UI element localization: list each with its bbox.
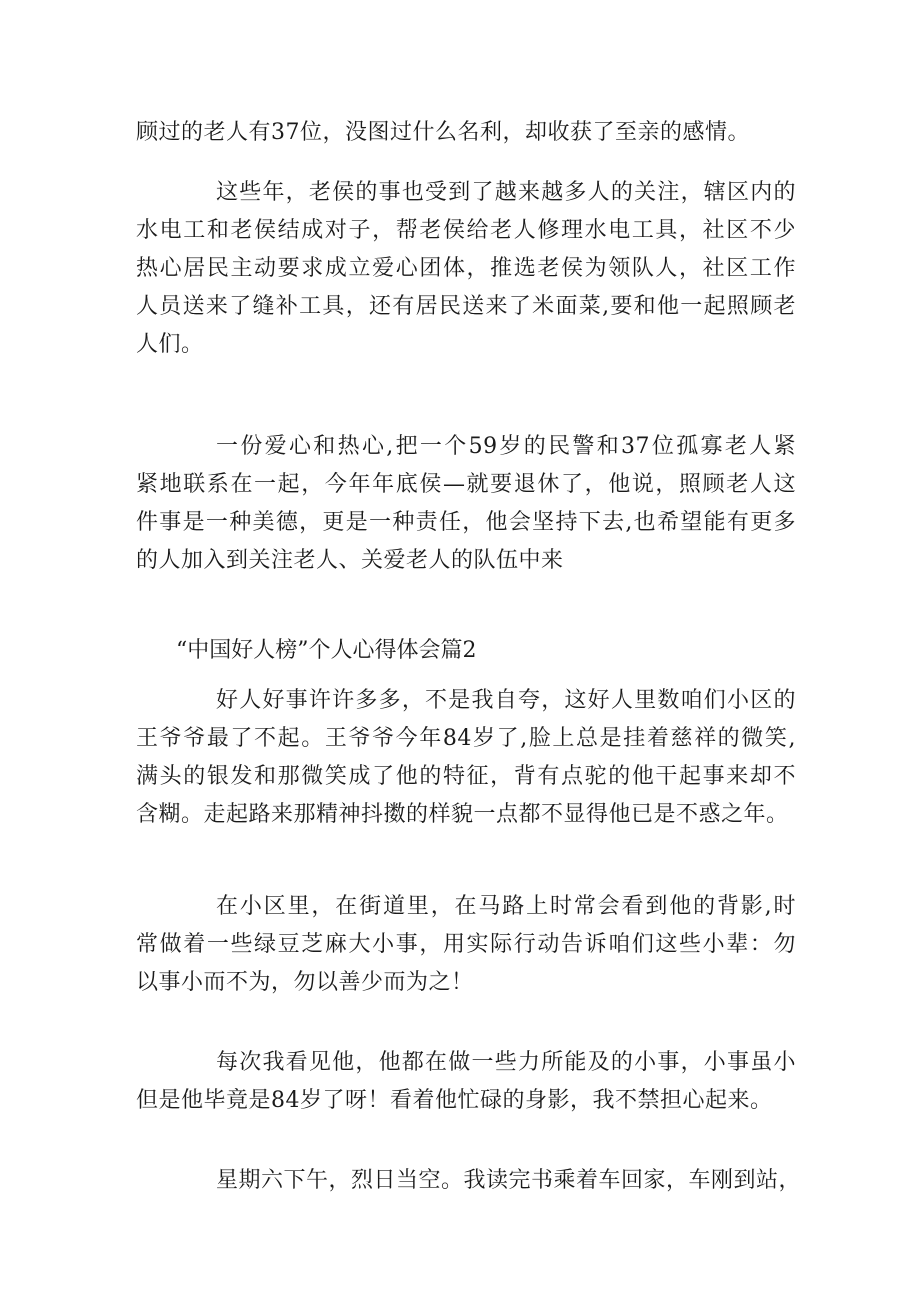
- paragraph: [136, 428, 796, 580]
- text-line: 常做着一些绿豆芝麻大小事，用实际行动告诉咱们这些小辈：勿: [136, 932, 796, 957]
- text-line: 这些年，老侯的事也受到了越来越多人的关注，辖区内的: [216, 180, 796, 205]
- text-line: 满头的银发和那微笑成了他的特征，背有点驼的他干起事来却不: [136, 764, 796, 789]
- text-line: 人们。: [136, 332, 204, 357]
- text-line: 含糊。走起路来那精神抖擞的样貌一点都不显得他已是不惑之年。: [136, 802, 789, 827]
- paragraph: [136, 174, 796, 364]
- text-line: 紧地联系在一起，今年年底侯—就要退休了，他说，照顾老人这: [136, 472, 796, 497]
- text-line: 顾过的老人有37位，没图过什么名利，却收获了至亲的感情。: [136, 120, 750, 145]
- paragraph: [136, 888, 796, 1002]
- text-line: 一份爱心和热心,把一个59岁的民警和37位孤寡老人紧: [216, 434, 796, 459]
- text-line: 以事小而不为，勿以善少而为之！: [136, 970, 474, 995]
- text-line: 但是他毕竟是84岁了呀！看着他忙碌的身影，我不禁担心起来。: [136, 1088, 773, 1113]
- text-line: 好人好事许许多多，不是我自夸，这好人里数咱们小区的: [216, 688, 796, 713]
- text-line: 王爷爷最了不起。王爷爷今年84岁了,脸上总是挂着慈祥的微笑,: [136, 726, 796, 751]
- text-line: 热心居民主动要求成立爱心团体，推选老侯为领队人，社区工作: [136, 256, 796, 281]
- paragraph: [136, 682, 796, 834]
- paragraph: [136, 1044, 796, 1120]
- text-line: 星期六下午，烈日当空。我读完书乘着车回家，车刚到站，: [216, 1168, 802, 1193]
- text-line: 水电工和老侯结成对子，帮老侯给老人修理水电工具，社区不少: [136, 218, 796, 243]
- text-line: 的人加入到关注老人、关爱老人的队伍中来: [136, 548, 564, 573]
- text-line: 在小区里，在街道里，在马路上时常会看到他的背影,时: [216, 894, 796, 919]
- text-line: 人员送来了缝补工具，还有居民送来了米面菜,要和他一起照顾老: [136, 294, 796, 319]
- text-line: 件事是一种美德，更是一种责任，他会坚持下去,也希望能有更多: [136, 510, 796, 535]
- paragraph: [136, 114, 796, 152]
- section-heading: “中国好人榜”个人心得体会篇2: [176, 638, 477, 663]
- text-line: 每次我看见他，他都在做一些力所能及的小事，小事虽小: [216, 1050, 796, 1075]
- paragraph: [136, 1162, 802, 1200]
